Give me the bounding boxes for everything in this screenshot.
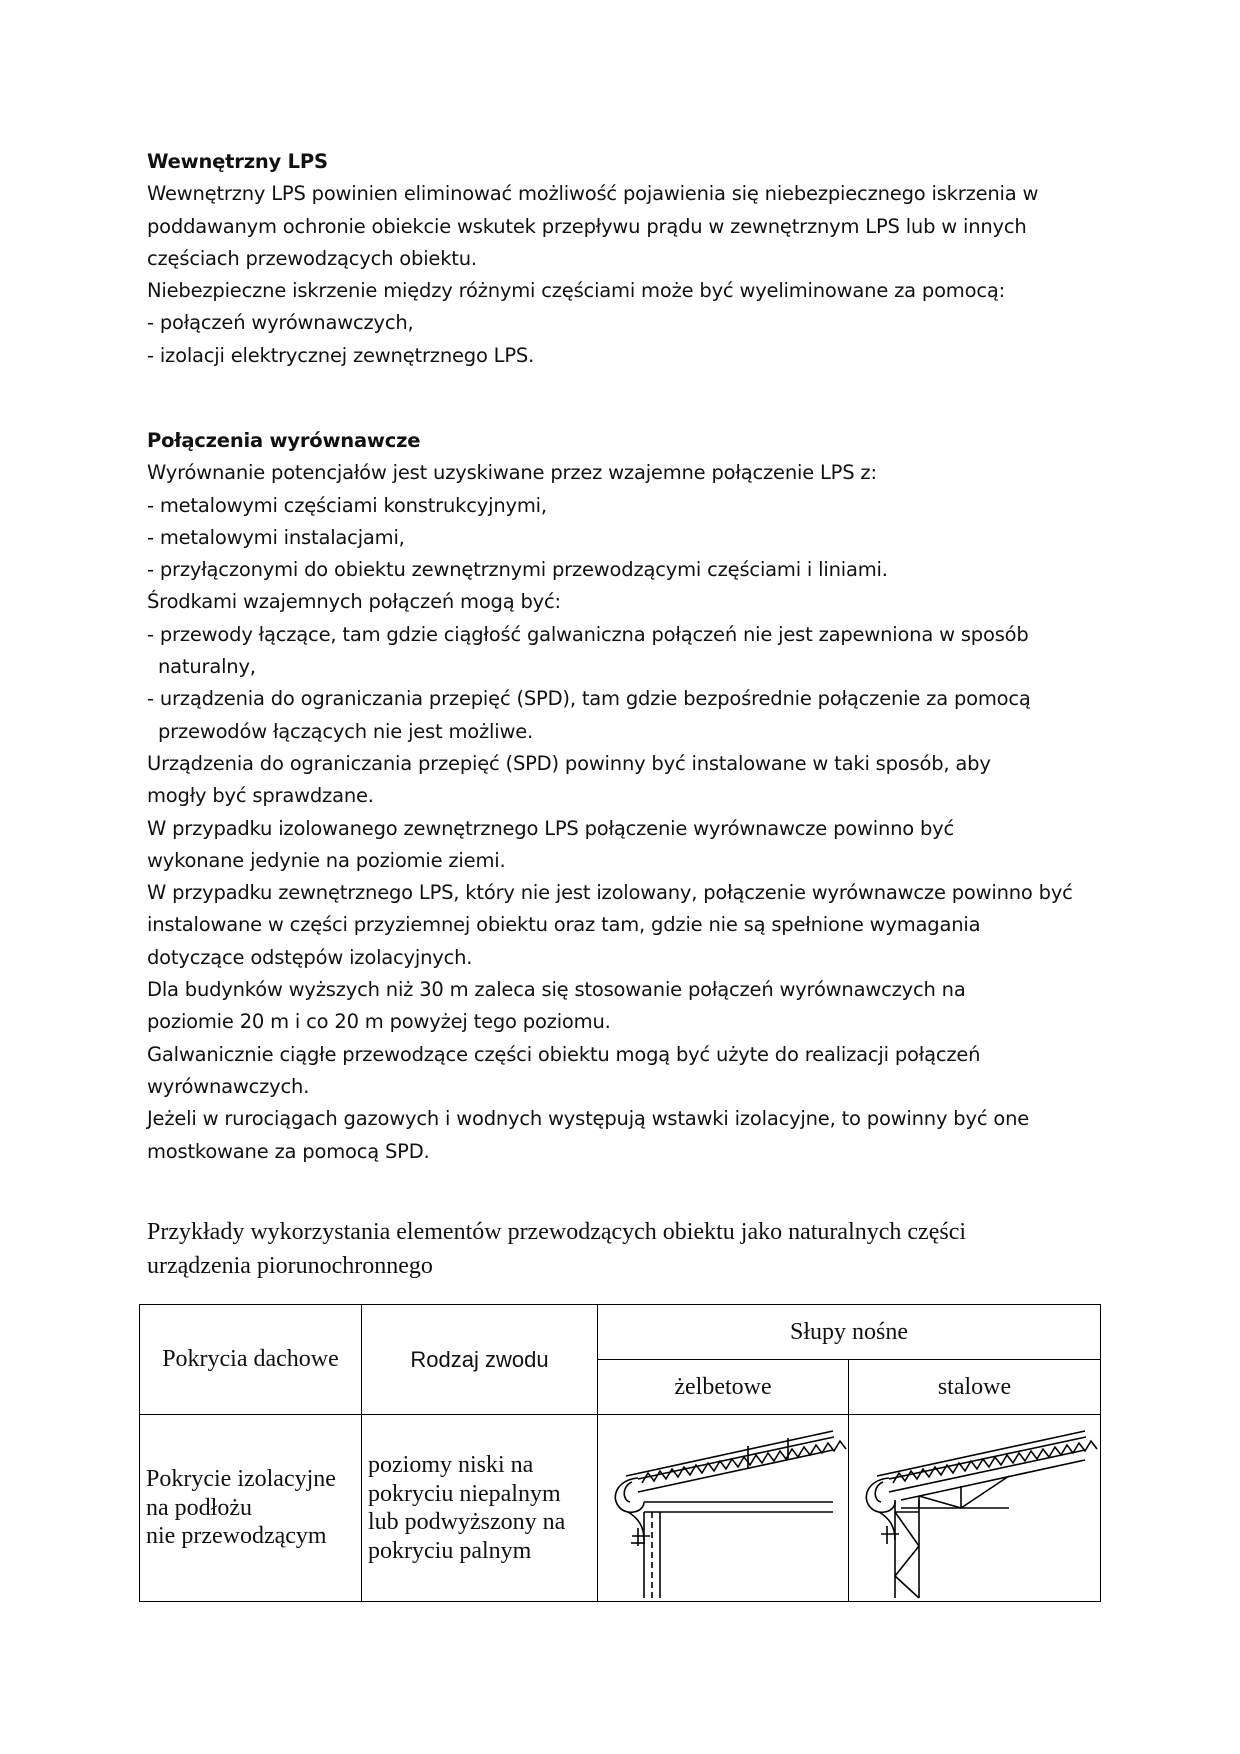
list-item: - metalowymi instalacjami, (147, 525, 405, 549)
paragraph-line: poziomie 20 m i co 20 m powyżej tego poziomu. (147, 1010, 611, 1034)
section-heading: Wewnętrzny LPS (147, 150, 328, 173)
list-item: - izolacji elektrycznej zewnętrznego LPS. (147, 343, 535, 367)
paragraph-line: W przypadku izolowanego zewnętrznego LPS połączenie wyrównawcze powinno być (147, 816, 955, 840)
paragraph-line: poddawanym ochronie obiekcie wskutek przepływu prądu w zewnętrznym LPS lub w innych (147, 214, 1027, 238)
cell-line: poziomy niski na (368, 1452, 534, 1478)
list-item: - przewody łączące, tam gdzie ciągłość galwaniczna połączeń nie jest zapewniona w sposób (147, 622, 1029, 646)
list-item: - przyłączonymi do obiektu zewnętrznymi przewodzącymi częściami i liniami. (147, 558, 888, 582)
cell-line: Pokrycie izolacyjne (146, 1466, 336, 1493)
cell-line: nie przewodzącym (146, 1523, 327, 1550)
cell-line: pokryciu niepalnym (368, 1480, 561, 1507)
header-conductor-type: Rodzaj zwodu (362, 1305, 598, 1415)
paragraph-line: Urządzenia do ograniczania przepięć (SPD) powinny być instalowane w taki sposób, aby (147, 751, 991, 775)
examples-table (139, 1304, 1101, 1602)
paragraph-line: W przypadku zewnętrznego LPS, który nie jest izolowany, połączenie wyrównawcze powinno być (147, 881, 1073, 905)
cell-roof-type (140, 1415, 362, 1602)
steel-truss-eave-drawing (849, 1415, 1101, 1602)
list-item: - metalowymi częściami konstrukcyjnymi, (147, 493, 547, 517)
reinforced-concrete-eave-drawing (598, 1415, 849, 1602)
cell-conductor-type (362, 1415, 598, 1602)
section-bonding (147, 425, 1087, 1168)
cell-line: pokryciu palnym (368, 1537, 532, 1564)
paragraph-line: wykonane jedynie na poziomie ziemi. (147, 848, 506, 872)
paragraph-line: Środkami wzajemnych połączeń mogą być: (147, 590, 561, 614)
paragraph-line: dotyczące odstępów izolacyjnych. (147, 945, 473, 969)
caption-line: urządzenia piorunochronnego (147, 1253, 433, 1279)
header-reinforced-concrete: żelbetowe (598, 1360, 849, 1415)
paragraph-line: wyrównawczych. (147, 1074, 310, 1098)
cell-line: lub podwyższony na (368, 1509, 566, 1535)
section-heading: Połączenia wyrównawcze (147, 429, 421, 452)
paragraph-line: Wewnętrzny LPS powinien eliminować możliwość pojawienia się niebezpiecznego iskrzenia w (147, 182, 1039, 206)
paragraph-line: częściach przewodzących obiektu. (147, 246, 477, 270)
paragraph-line: Dla budynków wyższych niż 30 m zaleca się stosowanie połączeń wyrównawczych na (147, 978, 966, 1002)
paragraph-line: mostkowane za pomocą SPD. (147, 1139, 430, 1163)
steel-eave-svg (849, 1416, 1101, 1601)
caption-line: Przykłady wykorzystania elementów przewodzących obiektu jako naturalnych części (147, 1219, 967, 1245)
list-item: - połączeń wyrównawczych, (147, 311, 414, 335)
header-roof-coverings: Pokrycia dachowe (140, 1305, 362, 1415)
header-steel: stalowe (849, 1360, 1101, 1415)
list-item: - urządzenia do ograniczania przepięć (SPD), tam gdzie bezpośrednie połączenie za pomocą (147, 687, 1031, 711)
header-support-columns: Słupy nośne (598, 1305, 1101, 1360)
concrete-eave-svg (598, 1416, 849, 1601)
figure-caption (147, 1215, 966, 1283)
cell-line: na podłożu (146, 1494, 252, 1521)
paragraph-line: Jeżeli w rurociągach gazowych i wodnych występują wstawki izolacyjne, to powinny być one (147, 1107, 1030, 1131)
paragraph-line: mogły być sprawdzane. (147, 784, 374, 808)
paragraph-line: Niebezpieczne iskrzenie między różnymi częściami może być wyeliminowane za pomocą: (147, 279, 1005, 303)
list-item-continuation: naturalny, (158, 655, 256, 679)
section-internal-lps (147, 146, 1087, 372)
paragraph-line: Wyrównanie potencjałów jest uzyskiwane przez wzajemne połączenie LPS z: (147, 461, 877, 485)
list-item-continuation: przewodów łączących nie jest możliwe. (158, 719, 534, 743)
paragraph-line: instalowane w części przyziemnej obiektu oraz tam, gdzie nie są spełnione wymagania (147, 913, 981, 937)
paragraph-line: Galwanicznie ciągłe przewodzące części obiektu mogą być użyte do realizacji połączeń (147, 1042, 981, 1066)
